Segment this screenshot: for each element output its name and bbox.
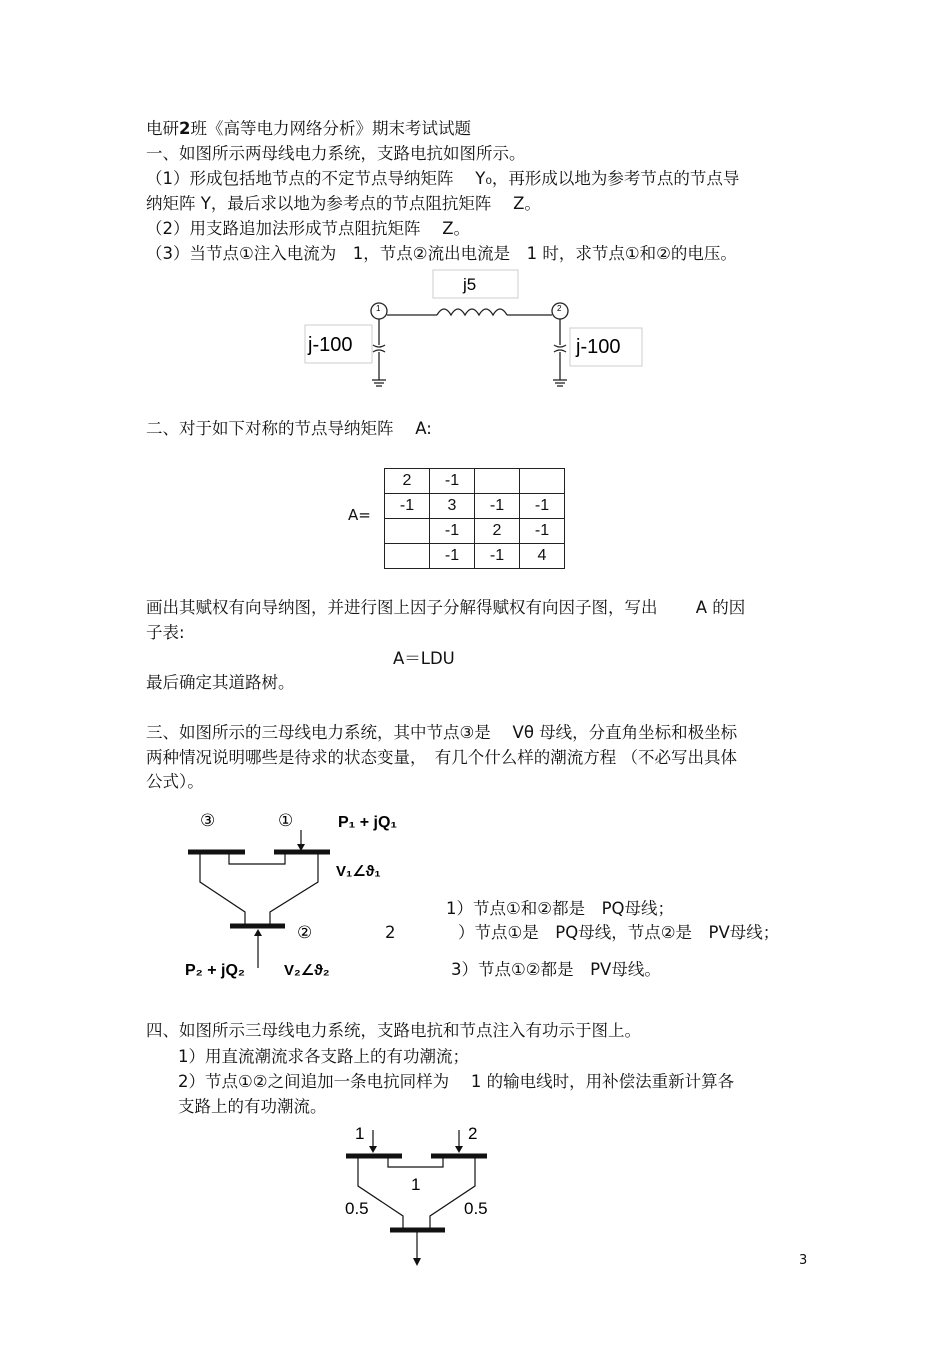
- q2-text-line1: 画出其赋权有向导纳图，并进行图上因子分解得赋权有向因子图，写出 A 的因: [146, 598, 746, 617]
- matrix-cell: 2: [385, 469, 430, 494]
- injection-1-label: 1: [355, 1124, 365, 1143]
- matrix-label: A=: [348, 506, 371, 524]
- matrix-cell: [385, 544, 430, 569]
- node-3-label: ③: [200, 811, 216, 830]
- node-1-label: ①: [278, 811, 294, 830]
- matrix-cell: [385, 519, 430, 544]
- q2-text-line2: 子表:: [146, 623, 185, 642]
- matrix-row: [385, 519, 565, 544]
- right-shunt-label: j-100: [576, 336, 621, 358]
- exam-title: 电研2班《高等电力网络分析》期末考试试题: [146, 119, 471, 138]
- reactance-1-2-label: 1: [411, 1175, 421, 1194]
- matrix-cell: -1: [475, 544, 520, 569]
- q2-text-line3: 最后确定其道路树。: [146, 673, 295, 692]
- line-3-2: [200, 852, 245, 926]
- bus-2-voltage: V₂∠ϑ₂: [284, 962, 330, 979]
- reactance-1-3-label: 0.5: [345, 1199, 369, 1218]
- series-inductor: [437, 309, 507, 315]
- node-1-number: 1: [376, 304, 381, 313]
- matrix-cell: -1: [385, 494, 430, 519]
- bus-2-power: P₂ + jQ₂: [185, 962, 246, 979]
- matrix-cell: -1: [520, 494, 565, 519]
- matrix-cell: -1: [430, 544, 475, 569]
- q1-part1-line2: 纳矩阵 Y，最后求以地为参考点的节点阻抗矩阵 Z。: [146, 194, 541, 213]
- right-capacitor: [554, 345, 566, 347]
- q3-three-bus-diagram: [188, 830, 330, 968]
- q2-stem: 二、对于如下对称的节点导纳矩阵 A:: [146, 419, 432, 438]
- q3-line1: 三、如图所示的三母线电力系统，其中节点③是 Vθ 母线，分直角坐标和极坐标: [146, 723, 738, 742]
- q3-case3: 3）节点①②都是 PV母线。: [451, 960, 661, 979]
- q4-item2-line1: 2）节点①②之间追加一条电抗同样为 1 的输电线时，用补偿法重新计算各: [178, 1072, 735, 1091]
- q2-formula: A＝LDU: [393, 649, 455, 668]
- bus-1-voltage: V₁∠ϑ₁: [336, 863, 381, 880]
- bus-1-power: P₁ + jQ₁: [338, 814, 398, 831]
- q3-case1: 1）节点①和②都是 PQ母线；: [446, 899, 675, 918]
- matrix-cell: -1: [520, 519, 565, 544]
- q4-dc-flow-diagram: [346, 1130, 487, 1266]
- matrix-cell: -1: [475, 494, 520, 519]
- q3-line3: 公式）。: [146, 772, 204, 791]
- line-1-2: [270, 852, 318, 926]
- q1-part1-line1: （1）形成包括地节点的不定节点导纳矩阵 Y₀，再形成以地为参考节点的节点导: [146, 169, 740, 188]
- matrix-row: [385, 494, 565, 519]
- q1-stem: 一、如图所示两母线电力系统，支路电抗如图所示。: [146, 144, 526, 163]
- matrix-cell: 3: [430, 494, 475, 519]
- q4-stem: 四、如图所示三母线电力系统，支路电抗和节点注入有功示于图上。: [146, 1021, 641, 1040]
- q1-part3: （3）当节点①注入电流为 1，节点②流出电流是 1 时，求节点①和②的电压。: [146, 244, 737, 263]
- matrix-cell: 2: [475, 519, 520, 544]
- q4-item1: 1）用直流潮流求各支路上的有功潮流；: [178, 1047, 469, 1066]
- q4-item2-line2: 支路上的有功潮流。: [178, 1097, 327, 1116]
- matrix-cell: -1: [430, 469, 475, 494]
- matrix-cell: -1: [430, 519, 475, 544]
- reactance-2-3-label: 0.5: [464, 1199, 488, 1218]
- q3-case2: ）节点①是 PQ母线，节点②是 PV母线；: [458, 923, 780, 942]
- series-reactance-label: j5: [463, 275, 477, 294]
- admittance-matrix: [384, 468, 565, 569]
- matrix-cell: [520, 469, 565, 494]
- node-2-number: 2: [557, 304, 562, 313]
- matrix-row: [385, 544, 565, 569]
- left-capacitor: [373, 345, 385, 347]
- page-number: 3: [799, 1253, 808, 1268]
- injection-2-label: 2: [468, 1124, 478, 1143]
- node-2-label: ②: [297, 923, 313, 942]
- matrix-cell: 4: [520, 544, 565, 569]
- q3-line2: 两种情况说明哪些是待求的状态变量， 有几个什么样的潮流方程 （不必写出具体: [146, 748, 737, 767]
- q1-part2: （2）用支路追加法形成节点阻抗矩阵 Z。: [146, 219, 471, 238]
- q3-case2-number: 2: [385, 923, 396, 942]
- left-shunt-label: j-100: [308, 334, 353, 356]
- matrix-row: [385, 469, 565, 494]
- matrix-cell: [475, 469, 520, 494]
